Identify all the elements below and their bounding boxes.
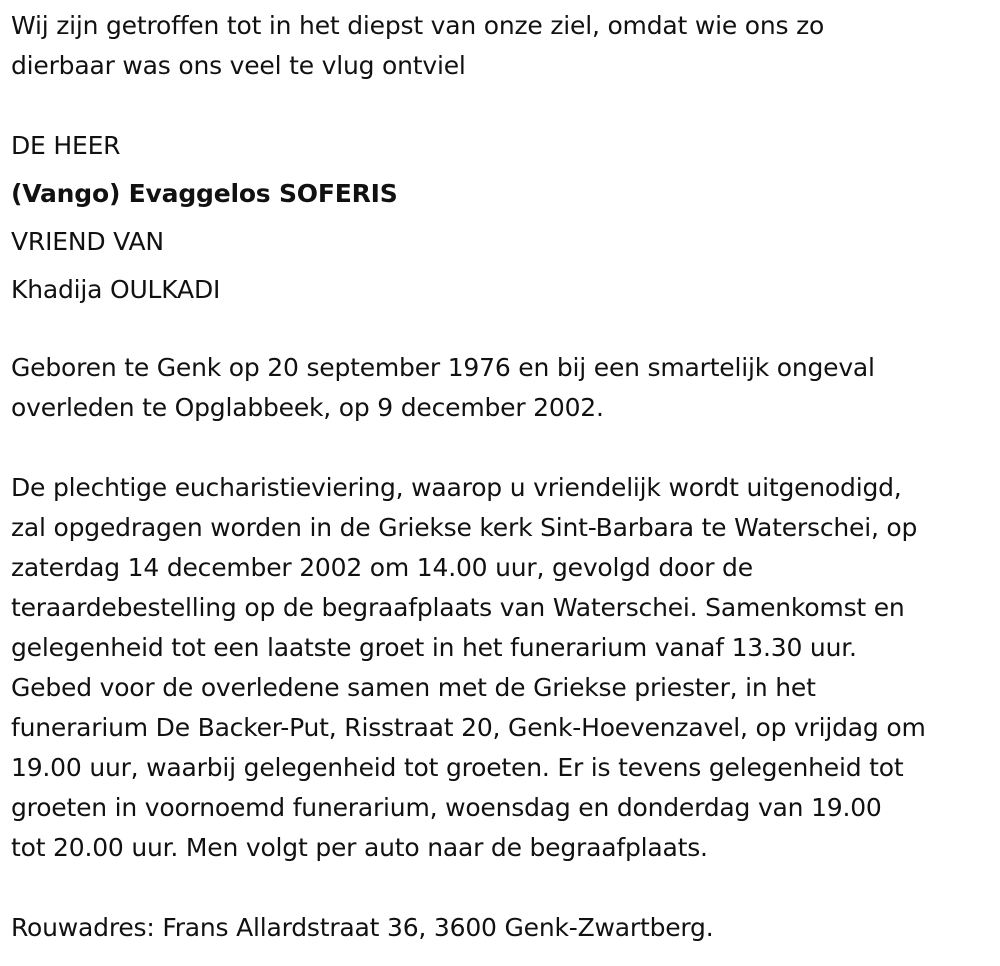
address-paragraph	[11, 908, 996, 948]
deceased-name: (Vango) Evaggelos SOFERIS	[11, 179, 398, 208]
intro-paragraph	[11, 6, 996, 86]
birth-death-line-1: Geboren te Genk op 20 september 1976 en bij een smartelijk ongeval	[11, 353, 875, 382]
birth-death-line-2: overleden te Opglabbeek, op 9 december 2002.	[11, 393, 604, 422]
obituary-notice	[11, 6, 996, 948]
ceremony-line: De plechtige eucharistieviering, waarop u vriendelijk wordt uitgenodigd,	[11, 473, 902, 502]
person-title: DE HEER	[11, 131, 121, 160]
ceremony-paragraph	[11, 468, 996, 868]
mourning-address: Rouwadres: Frans Allardstraat 36, 3600 Genk-Zwartberg.	[11, 913, 714, 942]
person-block	[11, 126, 996, 310]
ceremony-line: 19.00 uur, waarbij gelegenheid tot groeten. Er is tevens gelegenheid tot	[11, 753, 904, 782]
partner-name: Khadija OULKADI	[11, 275, 221, 304]
ceremony-line: gelegenheid tot een laatste groet in het funerarium vanaf 13.30 uur.	[11, 633, 857, 662]
birth-death-paragraph	[11, 348, 996, 428]
relation-label: VRIEND VAN	[11, 227, 164, 256]
ceremony-line: Gebed voor de overledene samen met de Griekse priester, in het	[11, 673, 816, 702]
intro-line-2: dierbaar was ons veel te vlug ontviel	[11, 51, 466, 80]
ceremony-line: groeten in voornoemd funerarium, woensdag en donderdag van 19.00	[11, 793, 882, 822]
ceremony-line: zaterdag 14 december 2002 om 14.00 uur, gevolgd door de	[11, 553, 753, 582]
ceremony-line: funerarium De Backer-Put, Risstraat 20, Genk-Hoevenzavel, op vrijdag om	[11, 713, 926, 742]
ceremony-line: teraardebestelling op de begraafplaats van Waterschei. Samenkomst en	[11, 593, 905, 622]
ceremony-line: tot 20.00 uur. Men volgt per auto naar de begraafplaats.	[11, 833, 708, 862]
ceremony-line: zal opgedragen worden in de Griekse kerk Sint-Barbara te Waterschei, op	[11, 513, 918, 542]
intro-line-1: Wij zijn getroffen tot in het diepst van onze ziel, omdat wie ons zo	[11, 11, 825, 40]
